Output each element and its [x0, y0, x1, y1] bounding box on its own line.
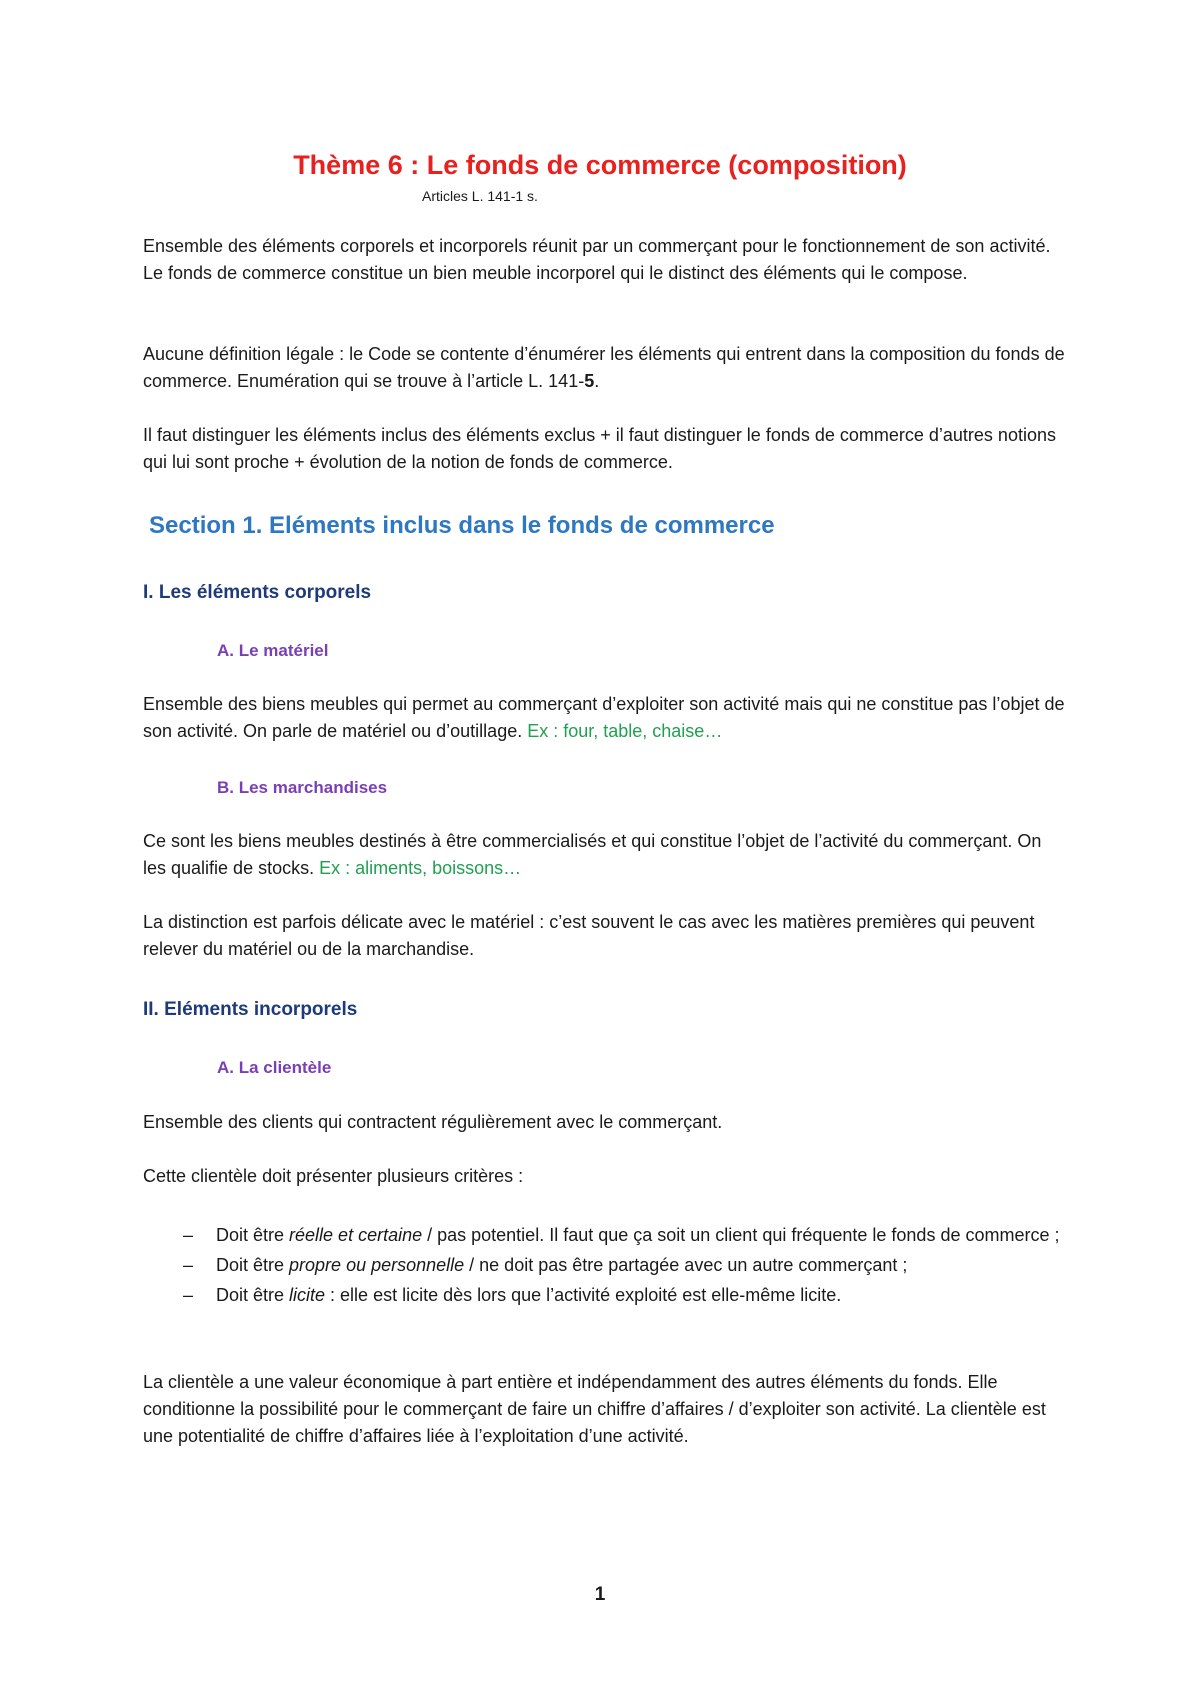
materiel-example: Ex : four, table, chaise…	[527, 721, 723, 741]
criterion-emphasis: licite	[289, 1285, 326, 1305]
marchandises-text: Ce sont les biens meubles destinés à être commercialisés et qui constitue l’objet de l’activité du commerçant. On les qualifie de stocks.	[143, 831, 1042, 878]
intro-paragraph-2-end: .	[594, 371, 600, 391]
criterion-prefix: Doit être	[216, 1285, 290, 1305]
criteria-intro: Cette clientèle doit présenter plusieurs critères :	[143, 1166, 524, 1186]
marchandises-paragraph	[143, 828, 1068, 882]
clientele-value-paragraph: La clientèle a une valeur économique à part entière et indépendamment des autres éléments du fonds. Elle conditionne la possibilité pour le commerçant de faire un chiffre d’affaires / d’exploiter son activité. La clientèle est une potentialité de chiffre d’affaires liée à l’exploitation d’une activité.	[143, 1372, 1046, 1446]
list-item	[143, 1222, 1073, 1249]
dash-bullet: –	[183, 1285, 194, 1305]
marchandises-example: Ex : aliments, boissons…	[319, 858, 522, 878]
clientele-heading: A. La clientèle	[217, 1058, 332, 1077]
subpart-a-heading: A. Le matériel	[217, 641, 329, 660]
materiel-text: Ensemble des biens meubles qui permet au commerçant d’exploiter son activité mais qui ne constitue pas l’objet de son activité. On parle de matériel ou d’outillage.	[143, 694, 1065, 741]
section-1-heading: Section 1. Eléments inclus dans le fonds de commerce	[149, 512, 775, 539]
criterion-suffix: : elle est licite dès lors que l’activité exploité est elle-même licite.	[325, 1285, 842, 1305]
clientele-definition: Ensemble des clients qui contractent régulièrement avec le commerçant.	[143, 1112, 723, 1132]
document-subtitle: Articles L. 141-1 s.	[422, 188, 538, 204]
part-1-heading: I. Les éléments corporels	[143, 582, 372, 603]
distinction-paragraph: La distinction est parfois délicate avec le matériel : c’est souvent le cas avec les matières premières qui peuvent relever du matériel ou de la marchandise.	[143, 912, 1035, 959]
intro-paragraph-3: Il faut distinguer les éléments inclus des éléments exclus + il faut distinguer le fonds de commerce d’autres notions qui lui sont proche + évolution de la notion de fonds de commerce.	[143, 425, 1056, 472]
criterion-prefix: Doit être	[216, 1255, 290, 1275]
materiel-paragraph	[143, 691, 1068, 745]
intro-paragraph-2-text: Aucune définition légale : le Code se contente d’énumérer les éléments qui entrent dans la composition du fonds de commerce. Enumération qui se trouve à l’article L. 141-	[143, 344, 1065, 391]
dash-bullet: –	[183, 1255, 194, 1275]
document-title: Thème 6 : Le fonds de commerce (composition)	[293, 150, 907, 180]
intro-paragraph-2	[143, 341, 1068, 395]
part-2-heading: II. Eléments incorporels	[143, 999, 358, 1020]
criterion-emphasis: réelle et certaine	[289, 1225, 423, 1245]
list-item	[143, 1282, 1073, 1309]
criterion-prefix: Doit être	[216, 1225, 290, 1245]
criterion-emphasis: propre ou personnelle	[289, 1255, 465, 1275]
criterion-suffix: / pas potentiel. Il faut que ça soit un client qui fréquente le fonds de commerce ;	[422, 1225, 1060, 1245]
list-item	[143, 1252, 1073, 1279]
dash-bullet: –	[183, 1225, 194, 1245]
intro-paragraph-1: Ensemble des éléments corporels et incorporels réunit par un commerçant pour le fonctionnement de son activité. Le fonds de commerce constitue un bien meuble incorporel qui le distinct des éléments qui le compose.	[143, 236, 1051, 283]
subpart-b-heading: B. Les marchandises	[217, 778, 388, 797]
criterion-suffix: / ne doit pas être partagée avec un autre commerçant ;	[464, 1255, 908, 1275]
page-number: 1	[594, 1584, 606, 1605]
criteria-list	[143, 1222, 1073, 1309]
article-number: 5	[584, 371, 595, 391]
